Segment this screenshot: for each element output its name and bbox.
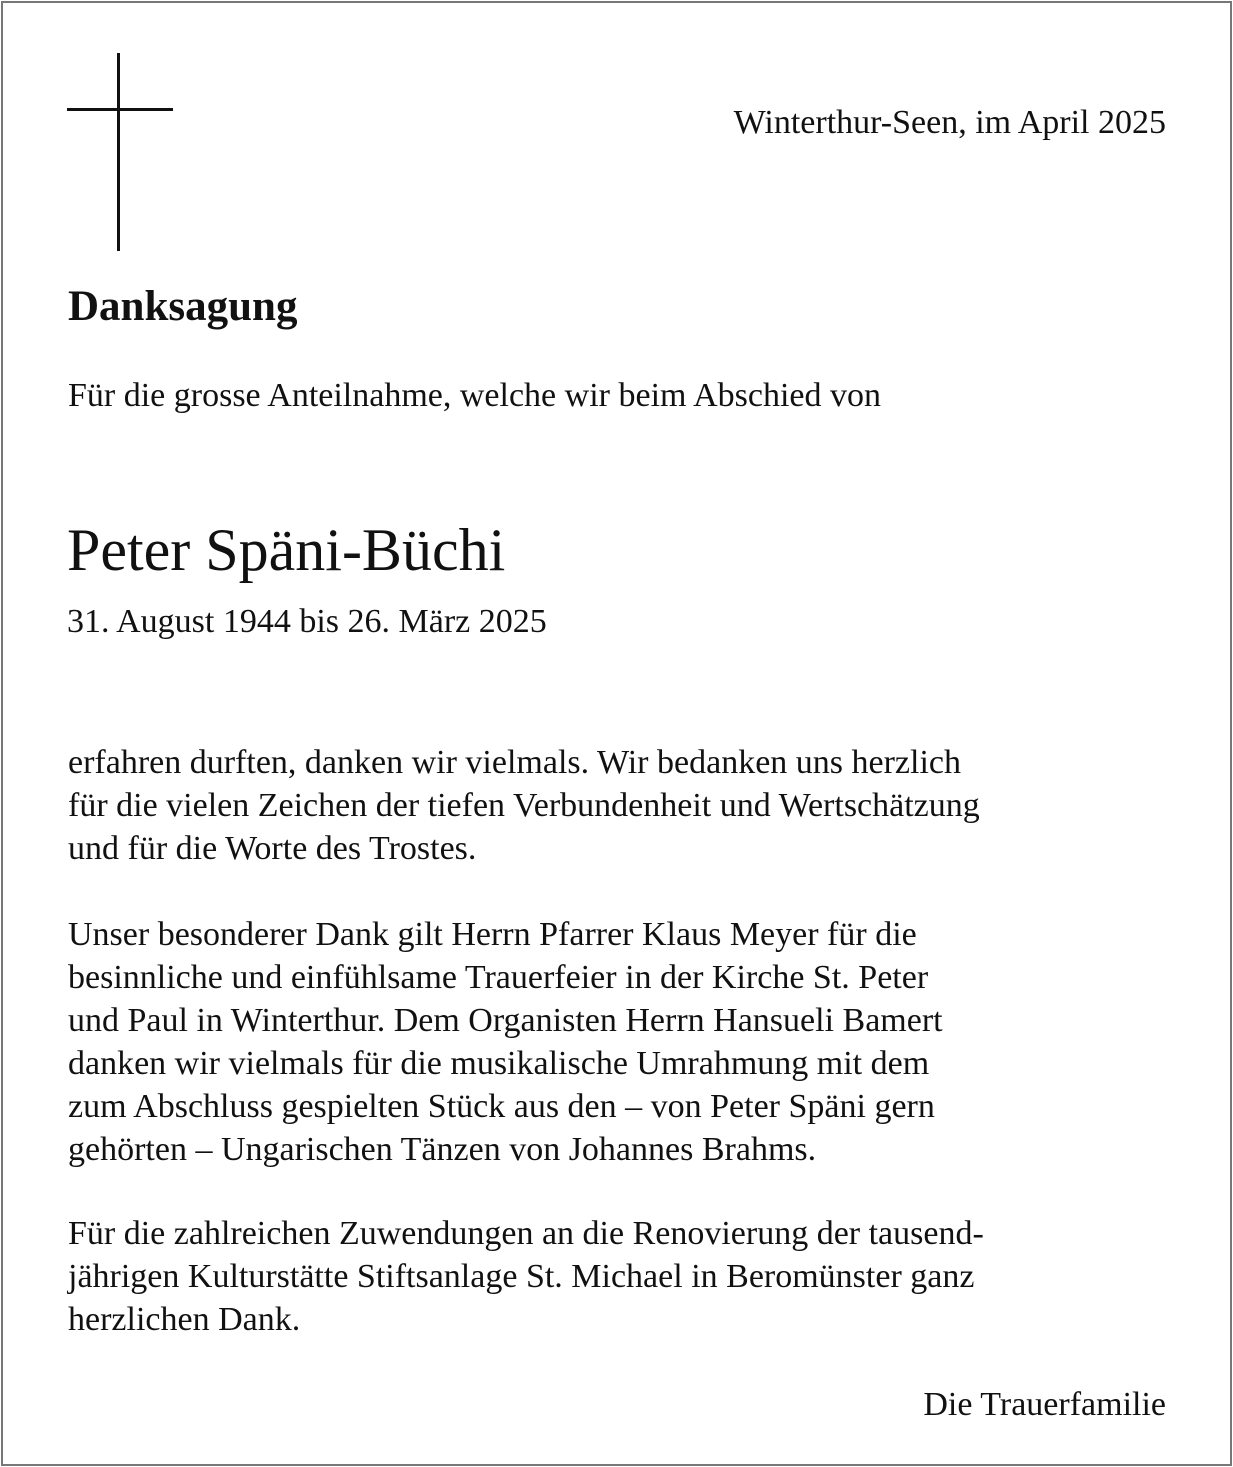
- thanks-paragraph-1: [68, 741, 980, 870]
- deceased-name: Peter Späni-Büchi: [67, 517, 506, 583]
- text-line: Für die zahlreichen Zuwendungen an die Renovierung der tausend-: [68, 1215, 984, 1252]
- text-line: zum Abschluss gespielten Stück aus den – von Peter Späni gern: [68, 1088, 935, 1125]
- thanks-paragraph-2: [68, 913, 943, 1171]
- cross-vertical-bar: [117, 53, 120, 251]
- notice-frame: [1, 1, 1232, 1466]
- page-title: Danksagung: [68, 283, 298, 330]
- signature: Die Trauerfamilie: [923, 1386, 1166, 1423]
- text-line: erfahren durften, danken wir vielmals. Wir bedanken uns herzlich: [68, 744, 961, 781]
- text-line: Unser besonderer Dank gilt Herrn Pfarrer Klaus Meyer für die: [68, 916, 917, 953]
- text-line: danken wir vielmals für die musikalische Umrahmung mit dem: [68, 1045, 930, 1082]
- intro-text: Für die grosse Anteilnahme, welche wir beim Abschied von: [68, 377, 881, 414]
- text-line: gehörten – Ungarischen Tänzen von Johannes Brahms.: [68, 1131, 817, 1168]
- place-date: Winterthur-Seen, im April 2025: [733, 104, 1166, 141]
- thanks-paragraph-3: [68, 1212, 984, 1341]
- text-line: besinnliche und einfühlsame Trauerfeier in der Kirche St. Peter: [68, 959, 929, 996]
- text-line: jährigen Kulturstätte Stiftsanlage St. Michael in Beromünster ganz: [68, 1258, 975, 1295]
- text-line: und für die Worte des Trostes.: [68, 830, 477, 867]
- lifespan-dates: 31. August 1944 bis 26. März 2025: [67, 603, 547, 640]
- cross-horizontal-bar: [67, 108, 173, 111]
- text-line: herzlichen Dank.: [68, 1301, 301, 1338]
- text-line: für die vielen Zeichen der tiefen Verbundenheit und Wertschätzung: [68, 787, 980, 824]
- text-line: und Paul in Winterthur. Dem Organisten Herrn Hansueli Bamert: [68, 1002, 943, 1039]
